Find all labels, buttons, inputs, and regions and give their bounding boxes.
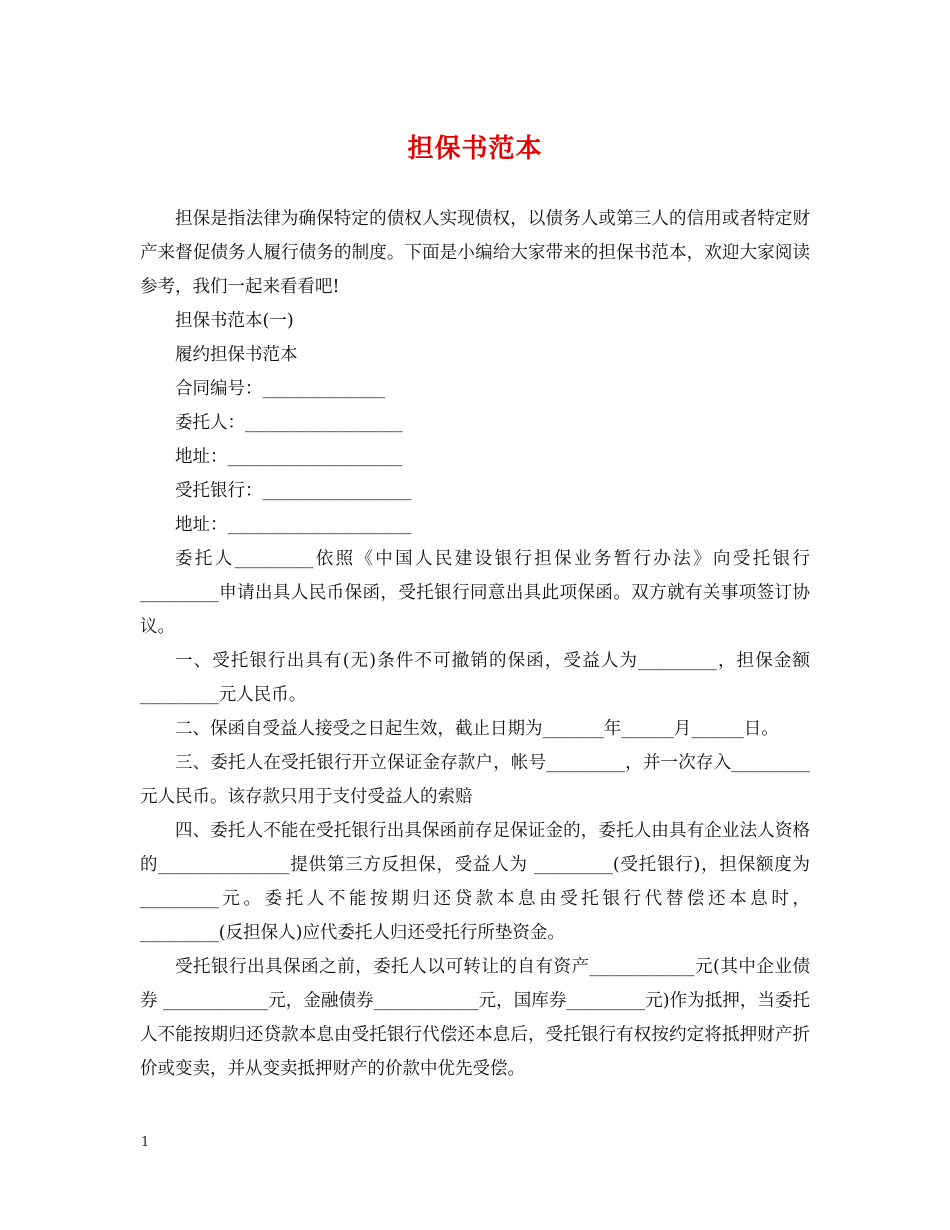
clause-4: 四、委托人不能在受托银行出具保函前存足保证金的，委托人由具有企业法人资格的_______________提供第三方反担保，受益人为 _________(受托银行)，担保额度为_________元。委托人不能按期归还贷款本息由受托银行代替偿还本息时，_________(反担保人)应代委托人归还受托行所垫资金。 — [140, 821, 810, 943]
clause-3: 三、委托人在受托银行开立保证金存款户，帐号_________，并一次存入_________元人民币。该存款只用于支付受益人的索赔 — [140, 753, 810, 807]
clause-1: 一、受托银行出具有(无)条件不可撤销的保函，受益人为_________，担保金额_________元人民币。 — [140, 651, 810, 705]
document-body — [140, 202, 810, 1086]
contract-number-field: 合同编号：______________ — [175, 379, 385, 399]
agreement-paragraph: 委托人_________依照《中国人民建设银行担保业务暂行办法》向受托银行_________申请出具人民币保函，受托银行同意出具此项保函。双方就有关事项签订协议。 — [140, 549, 810, 637]
subtitle: 履约担保书范本 — [175, 345, 298, 365]
trustee-bank-field: 受托银行：_________________ — [175, 481, 412, 501]
intro-paragraph: 担保是指法律为确保特定的债权人实现债权，以债务人或第三人的信用或者特定财产来督促债务人履行债务的制度。下面是小编给大家带来的担保书范本，欢迎大家阅读参考，我们一起来看看吧! — [140, 209, 810, 297]
bank-address-field: 地址：_____________________ — [175, 515, 412, 535]
client-address-field: 地址：____________________ — [175, 447, 403, 467]
section-heading: 担保书范本(一) — [175, 311, 294, 331]
document-title: 担保书范本 — [407, 134, 543, 164]
client-field: 委托人：__________________ — [175, 413, 403, 433]
collateral-paragraph: 受托银行出具保函之前，委托人以可转让的自有资产____________元(其中企业债券 ____________元，金融债券____________元，国库券_________元)作为抵押，当委托人不能按期归还贷款本息由受托银行代偿还本息后，受托银行有权按约定将抵押财产折价或变卖，并从变卖抵押财产的价款中优先受偿。 — [140, 957, 810, 1079]
clause-2: 二、保函自受益人接受之日起生效，截止日期为_______年______月______日。 — [175, 719, 779, 739]
page-number: 1 — [141, 1135, 150, 1150]
